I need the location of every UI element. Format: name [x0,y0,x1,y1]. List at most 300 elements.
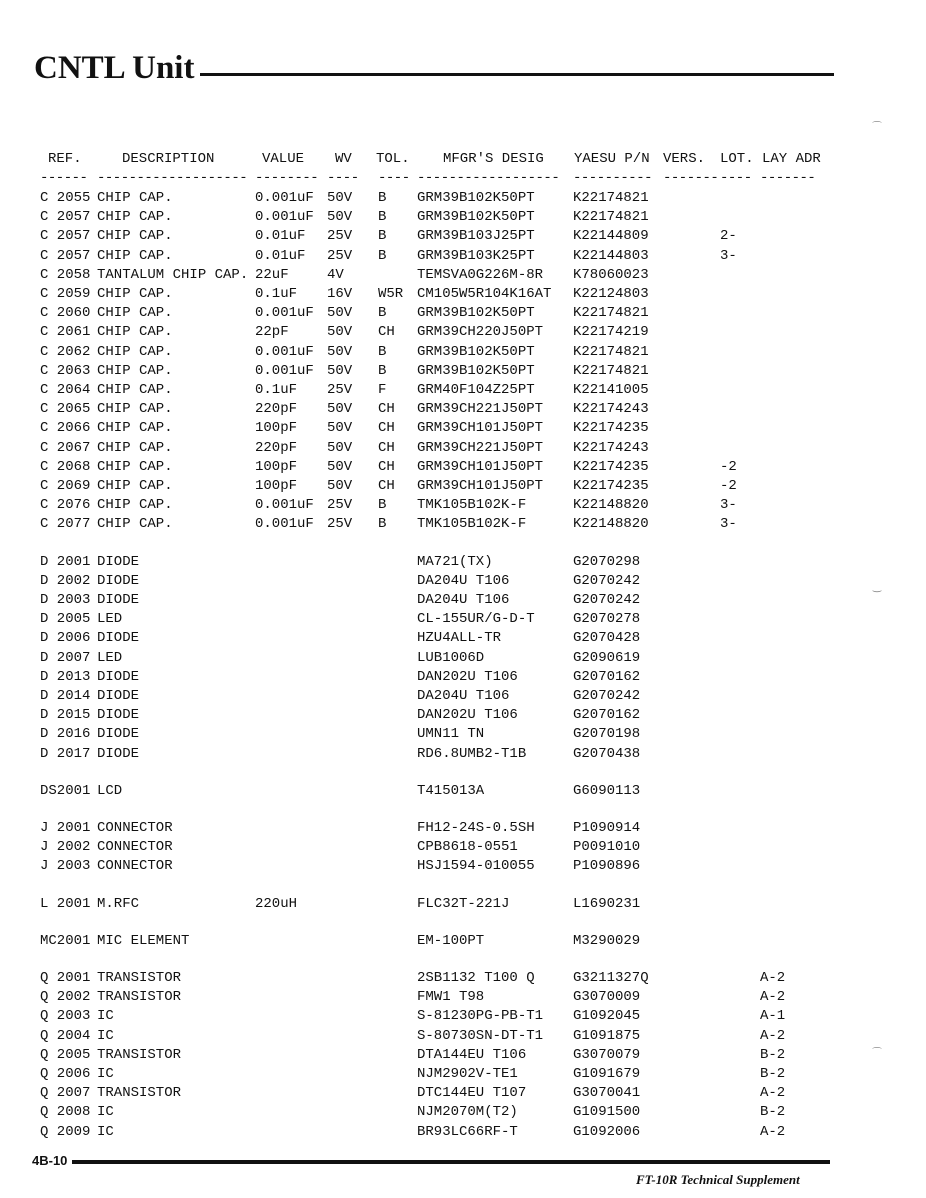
cell-ref: D 2015 [40,707,91,723]
cell-ref: D 2005 [40,611,91,627]
dash-vers: ------- [663,170,719,186]
table-row [0,688,926,707]
cell-desc: CHIP CAP. [97,382,173,398]
cell-mfgr: GRM39B102K50PT [417,363,535,379]
table-row [0,970,926,989]
cell-wv: 50V [327,190,353,206]
table-header [0,151,926,170]
cell-wv: 50V [327,305,353,321]
cell-mfgr: UMN11 TN [417,726,485,742]
dash-tol: ---- [378,170,410,186]
cell-ref: D 2017 [40,746,91,762]
cell-lot: -2 [720,459,737,475]
cell-wv: 25V [327,382,353,398]
cell-mfgr: CM105W5R104K16AT [417,286,552,302]
cell-desc: CHIP CAP. [97,305,173,321]
dash-lay-adr: ------- [760,170,816,186]
table-row [0,363,926,382]
dash-description: ------------------- [97,170,248,186]
cell-desc: CHIP CAP. [97,497,173,513]
cell-desc: DIODE [97,554,140,570]
cell-ref: C 2061 [40,324,91,340]
cell-ref: C 2065 [40,401,91,417]
table-row [0,248,926,267]
cell-desc: LED [97,650,123,666]
cell-tol: CH [378,478,395,494]
cell-desc: CHIP CAP. [97,190,173,206]
cell-ref: C 2062 [40,344,91,360]
cell-mfgr: GRM39B102K50PT [417,209,535,225]
cell-lay: B-2 [760,1104,786,1120]
cell-wv: 50V [327,344,353,360]
cell-wv: 50V [327,440,353,456]
cell-pn: P0091010 [573,839,641,855]
cell-desc: CHIP CAP. [97,209,173,225]
scan-mark: ⌒ [872,122,882,133]
cell-pn: K22174235 [573,478,649,494]
cell-pn: K22148820 [573,497,649,513]
cell-pn: G2070242 [573,592,641,608]
cell-mfgr: GRM39CH221J50PT [417,440,544,456]
cell-desc: CONNECTOR [97,839,173,855]
cell-ref: C 2064 [40,382,91,398]
cell-value: 0.01uF [255,228,306,244]
cell-value: 100pF [255,478,298,494]
page-title: CNTL Unit [34,50,195,86]
dash-lot: ---- [720,170,752,186]
table-row [0,267,926,286]
table-row [0,783,926,802]
cell-desc: CHIP CAP. [97,459,173,475]
cell-pn: K22174243 [573,401,649,417]
table-row [0,324,926,343]
cell-ref: C 2068 [40,459,91,475]
cell-lay: A-2 [760,1124,786,1140]
dash-ref: ------ [40,170,88,186]
cell-mfgr: LUB1006D [417,650,485,666]
cell-tol: B [378,305,387,321]
cell-tol: W5R [378,286,404,302]
cell-desc: DIODE [97,573,140,589]
dash-value: -------- [255,170,319,186]
cell-desc: TRANSISTOR [97,1047,182,1063]
cell-ref: Q 2002 [40,989,91,1005]
table-row [0,1066,926,1085]
cell-ref: D 2003 [40,592,91,608]
cell-mfgr: DAN202U T106 [417,707,518,723]
cell-value: 0.01uF [255,248,306,264]
cell-ref: C 2063 [40,363,91,379]
cell-mfgr: GRM39CH101J50PT [417,459,544,475]
cell-ref: D 2007 [40,650,91,666]
cell-mfgr: GRM39CH221J50PT [417,401,544,417]
cell-desc: IC [97,1104,114,1120]
cell-pn: K22174821 [573,363,649,379]
cell-ref: Q 2004 [40,1028,91,1044]
cell-tol: F [378,382,387,398]
cell-ref: D 2006 [40,630,91,646]
cell-mfgr: NJM2902V-TE1 [417,1066,518,1082]
table-row [0,1085,926,1104]
cell-desc: CHIP CAP. [97,324,173,340]
cell-value: 22pF [255,324,289,340]
cell-mfgr: DA204U T106 [417,592,510,608]
cell-mfgr: GRM39B103J25PT [417,228,535,244]
cell-tol: B [378,248,387,264]
header-wv: WV [335,151,352,167]
cell-desc: CHIP CAP. [97,344,173,360]
cell-wv: 4V [327,267,344,283]
cell-desc: IC [97,1066,114,1082]
cell-mfgr: HZU4ALL-TR [417,630,502,646]
table-row [0,209,926,228]
cell-mfgr: GRM39B102K50PT [417,305,535,321]
cell-mfgr: GRM39CH101J50PT [417,420,544,436]
table-row [0,669,926,688]
cell-tol: CH [378,324,395,340]
cell-ref: C 2058 [40,267,91,283]
cell-pn: G2070198 [573,726,641,742]
cell-wv: 25V [327,497,353,513]
cell-wv: 25V [327,248,353,264]
cell-ref: C 2069 [40,478,91,494]
cell-value: 0.001uF [255,209,314,225]
cell-desc: CHIP CAP. [97,478,173,494]
cell-tol: B [378,516,387,532]
cell-desc: DIODE [97,630,140,646]
cell-ref: MC2001 [40,933,91,949]
cell-pn: G1092006 [573,1124,641,1140]
cell-pn: K22144809 [573,228,649,244]
table-row [0,707,926,726]
table-row [0,190,926,209]
cell-desc: DIODE [97,746,140,762]
table-row [0,420,926,439]
cell-desc: TRANSISTOR [97,989,182,1005]
table-row [0,478,926,497]
cell-desc: CHIP CAP. [97,286,173,302]
cell-ref: Q 2007 [40,1085,91,1101]
cell-ref: D 2016 [40,726,91,742]
cell-pn: P1090914 [573,820,641,836]
cell-tol: CH [378,459,395,475]
cell-lay: A-2 [760,970,786,986]
cell-lay: A-2 [760,989,786,1005]
cell-mfgr: TEMSVA0G226M-8R [417,267,544,283]
cell-ref: D 2014 [40,688,91,704]
cell-desc: CONNECTOR [97,820,173,836]
cell-tol: B [378,190,387,206]
cell-pn: G3070009 [573,989,641,1005]
cell-pn: G1092045 [573,1008,641,1024]
table-row [0,1124,926,1143]
table-row [0,573,926,592]
cell-value: 0.001uF [255,497,314,513]
cell-ref: Q 2009 [40,1124,91,1140]
cell-desc: LED [97,611,123,627]
cell-ref: C 2057 [40,209,91,225]
cell-desc: M.RFC [97,896,140,912]
cell-ref: J 2001 [40,820,91,836]
cell-desc: IC [97,1008,114,1024]
table-row [0,726,926,745]
cell-pn: M3290029 [573,933,641,949]
cell-pn: P1090896 [573,858,641,874]
cell-desc: CHIP CAP. [97,363,173,379]
cell-pn: K22124803 [573,286,649,302]
table-row [0,228,926,247]
cell-pn: G1091679 [573,1066,641,1082]
table-row [0,554,926,573]
cell-tol: CH [378,420,395,436]
dash-part-number: ---------- [573,170,653,186]
cell-tol: B [378,497,387,513]
cell-tol: B [378,344,387,360]
cell-lay: B-2 [760,1066,786,1082]
cell-pn: K22144803 [573,248,649,264]
header-lay-adr: LAY ADR [762,151,821,167]
cell-lay: B-2 [760,1047,786,1063]
cell-pn: K22174821 [573,190,649,206]
cell-ref: D 2013 [40,669,91,685]
header-value: VALUE [262,151,305,167]
dash-mfgr: ------------------ [417,170,560,186]
header-vers: VERS. [663,151,706,167]
cell-value: 100pF [255,420,298,436]
cell-pn: G1091500 [573,1104,641,1120]
cell-lay: A-2 [760,1085,786,1101]
cell-lot: -2 [720,478,737,494]
cell-mfgr: GRM39CH101J50PT [417,478,544,494]
cell-pn: G2070242 [573,688,641,704]
cell-ref: Q 2003 [40,1008,91,1024]
cell-pn: G3070079 [573,1047,641,1063]
page-number: 4B-10 [32,1153,68,1168]
cell-lay: A-2 [760,1028,786,1044]
cell-mfgr: FLC32T-221J [417,896,510,912]
cell-value: 22uF [255,267,289,283]
cell-desc: CHIP CAP. [97,228,173,244]
cell-lot: 2- [720,228,737,244]
cell-ref: C 2067 [40,440,91,456]
table-row [0,858,926,877]
table-row [0,440,926,459]
cell-pn: G2070278 [573,611,641,627]
cell-mfgr: T415013A [417,783,485,799]
cell-mfgr: DTC144EU T107 [417,1085,527,1101]
table-row [0,1047,926,1066]
cell-desc: IC [97,1124,114,1140]
cell-ref: C 2057 [40,228,91,244]
table-row [0,650,926,669]
table-row [0,344,926,363]
cell-lot: 3- [720,516,737,532]
cell-ref: Q 2006 [40,1066,91,1082]
cell-value: 100pF [255,459,298,475]
cell-tol: CH [378,401,395,417]
table-row [0,1008,926,1027]
cell-mfgr: CPB8618-0551 [417,839,518,855]
cell-desc: MIC ELEMENT [97,933,190,949]
cell-value: 220pF [255,401,298,417]
table-row [0,592,926,611]
cell-mfgr: TMK105B102K-F [417,516,527,532]
cell-ref: Q 2008 [40,1104,91,1120]
cell-desc: DIODE [97,669,140,685]
cell-wv: 16V [327,286,353,302]
cell-desc: CHIP CAP. [97,516,173,532]
cell-desc: DIODE [97,726,140,742]
cell-mfgr: EM-100PT [417,933,485,949]
cell-pn: K22174219 [573,324,649,340]
cell-ref: J 2002 [40,839,91,855]
cell-mfgr: GRM39B103K25PT [417,248,535,264]
table-row [0,516,926,535]
cell-pn: G2070298 [573,554,641,570]
cell-lot: 3- [720,497,737,513]
header-part-number: YAESU P/N [574,151,650,167]
cell-pn: G6090113 [573,783,641,799]
cell-desc: CHIP CAP. [97,420,173,436]
cell-mfgr: GRM39B102K50PT [417,344,535,360]
cell-wv: 50V [327,363,353,379]
cell-pn: G2090619 [573,650,641,666]
cell-ref: J 2003 [40,858,91,874]
cell-tol: B [378,209,387,225]
cell-mfgr: DA204U T106 [417,688,510,704]
cell-mfgr: BR93LC66RF-T [417,1124,518,1140]
header-description: DESCRIPTION [122,151,215,167]
cell-wv: 50V [327,324,353,340]
cell-ref: C 2055 [40,190,91,206]
cell-desc: CHIP CAP. [97,248,173,264]
header-mfgr: MFGR'S DESIG [443,151,544,167]
cell-desc: DIODE [97,688,140,704]
cell-lot: 3- [720,248,737,264]
cell-tol: CH [378,440,395,456]
cell-desc: CHIP CAP. [97,440,173,456]
cell-ref: C 2059 [40,286,91,302]
footer-rule [72,1160,830,1164]
table-row [0,286,926,305]
table-row [0,989,926,1008]
table-row [0,1028,926,1047]
cell-pn: K22174235 [573,420,649,436]
table-row [0,611,926,630]
title-rule [200,73,834,76]
cell-mfgr: FMW1 T98 [417,989,485,1005]
cell-mfgr: FH12-24S-0.5SH [417,820,535,836]
cell-ref: C 2066 [40,420,91,436]
table-row [0,401,926,420]
cell-desc: CONNECTOR [97,858,173,874]
cell-pn: K22174821 [573,344,649,360]
cell-pn: G2070162 [573,707,641,723]
cell-ref: C 2060 [40,305,91,321]
scan-mark: ‿ [873,582,882,593]
table-row [0,933,926,952]
cell-ref: DS2001 [40,783,91,799]
cell-wv: 50V [327,420,353,436]
cell-desc: CHIP CAP. [97,401,173,417]
cell-pn: G3211327Q [573,970,649,986]
cell-pn: K22174821 [573,209,649,225]
cell-desc: DIODE [97,707,140,723]
cell-value: 0.001uF [255,363,314,379]
table-row [0,459,926,478]
cell-mfgr: HSJ1594-010055 [417,858,535,874]
cell-ref: D 2001 [40,554,91,570]
cell-wv: 50V [327,209,353,225]
cell-desc: IC [97,1028,114,1044]
cell-mfgr: GRM40F104Z25PT [417,382,535,398]
cell-pn: K22141005 [573,382,649,398]
header-lot: LOT. [720,151,754,167]
cell-pn: L1690231 [573,896,641,912]
cell-ref: C 2057 [40,248,91,264]
cell-ref: L 2001 [40,896,91,912]
cell-mfgr: TMK105B102K-F [417,497,527,513]
cell-mfgr: 2SB1132 T100 Q [417,970,535,986]
cell-mfgr: GRM39B102K50PT [417,190,535,206]
cell-ref: Q 2005 [40,1047,91,1063]
cell-desc: TANTALUM CHIP CAP. [97,267,249,283]
cell-wv: 50V [327,459,353,475]
cell-mfgr: RD6.8UMB2-T1B [417,746,527,762]
cell-mfgr: NJM2070M(T2) [417,1104,518,1120]
cell-pn: K78060023 [573,267,649,283]
footer-title: FT-10R Technical Supplement [636,1172,800,1187]
cell-wv: 50V [327,401,353,417]
cell-lay: A-1 [760,1008,786,1024]
cell-tol: B [378,363,387,379]
cell-value: 220uH [255,896,298,912]
cell-ref: D 2002 [40,573,91,589]
cell-pn: G3070041 [573,1085,641,1101]
cell-value: 0.001uF [255,516,314,532]
table-row [0,382,926,401]
cell-ref: C 2077 [40,516,91,532]
cell-pn: K22148820 [573,516,649,532]
cell-pn: G1091875 [573,1028,641,1044]
cell-mfgr: CL-155UR/G-D-T [417,611,535,627]
cell-tol: B [378,228,387,244]
table-row [0,630,926,649]
cell-value: 0.001uF [255,344,314,360]
cell-ref: Q 2001 [40,970,91,986]
cell-wv: 25V [327,228,353,244]
cell-desc: TRANSISTOR [97,1085,182,1101]
header-ref: REF. [48,151,82,167]
cell-pn: K22174235 [573,459,649,475]
cell-pn: G2070162 [573,669,641,685]
table-row [0,305,926,324]
table-row [0,497,926,516]
cell-mfgr: DTA144EU T106 [417,1047,527,1063]
cell-pn: G2070428 [573,630,641,646]
cell-desc: DIODE [97,592,140,608]
cell-mfgr: S-81230PG-PB-T1 [417,1008,544,1024]
cell-mfgr: S-80730SN-DT-T1 [417,1028,544,1044]
cell-value: 220pF [255,440,298,456]
table-row [0,746,926,765]
cell-pn: G2070242 [573,573,641,589]
table-row [0,896,926,915]
cell-wv: 50V [327,478,353,494]
cell-mfgr: MA721(TX) [417,554,493,570]
cell-pn: G2070438 [573,746,641,762]
cell-value: 0.001uF [255,305,314,321]
